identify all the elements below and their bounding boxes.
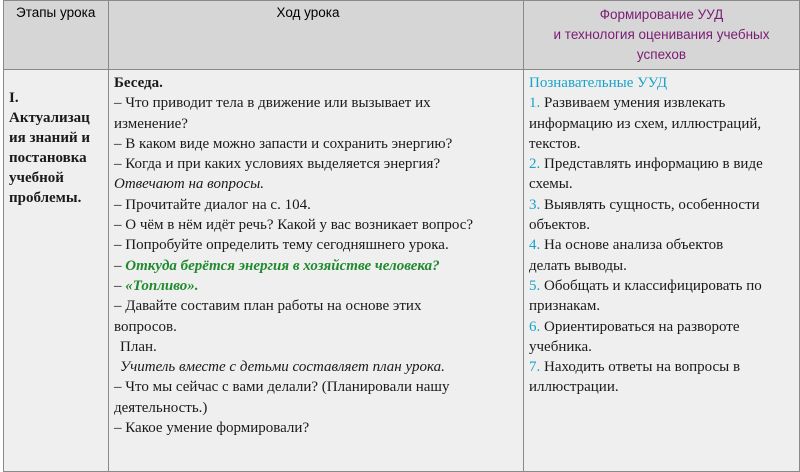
uud-item-number: 2. [529, 156, 541, 173]
stage-line: Актуализац [9, 110, 90, 126]
uud-item-number: 6. [529, 318, 541, 335]
uud-item-text: На основе анализа объектов [540, 237, 724, 254]
header-row [4, 1, 800, 70]
stage-cell [4, 70, 109, 472]
uud-item-text: Выявлять сущность, особенности [540, 196, 760, 213]
lesson-line: деятельность.) [114, 399, 208, 416]
lesson-line: План. [120, 338, 157, 355]
uud-item-number: 7. [529, 359, 541, 376]
uud-item-number: 5. [529, 277, 541, 294]
stage-line: постановка [9, 150, 87, 166]
table-row [4, 70, 800, 472]
lesson-line: – Когда и при каких условиях выделяется энергия? [114, 156, 441, 173]
lesson-line: – Прочитайте диалог на с. 104. [114, 196, 311, 213]
uud-item-number: 4. [529, 237, 541, 254]
lesson-table [3, 0, 800, 472]
header-uud-line3: успехов [636, 47, 687, 62]
lesson-line: изменение? [114, 115, 188, 132]
lesson-line-highlight [114, 276, 519, 296]
dash: – [114, 257, 126, 274]
uud-title: Познавательные УУД [529, 75, 668, 91]
uud-item-cont: текстов. [529, 135, 581, 152]
uud-item-number: 1. [529, 95, 541, 112]
lesson-title: Беседа. [114, 75, 163, 91]
lesson-line: – Попробуйте определить тему сегодняшнего урока. [114, 237, 449, 254]
uud-item [529, 154, 795, 174]
dash: – [114, 277, 126, 294]
uud-item [529, 195, 795, 215]
lesson-line: – В каком виде можно запасти и сохранить энергию? [114, 135, 453, 152]
lesson-line: – О чём в нём идёт речь? Какой у вас возникает вопрос? [114, 217, 474, 234]
uud-item [529, 317, 795, 337]
lesson-question-highlight: Откуда берётся энергия в хозяйстве человека? [125, 257, 440, 274]
lesson-line: – Какое умение формировали? [114, 420, 310, 437]
uud-item-text: Развиваем умения извлекать [540, 95, 726, 112]
lesson-cell [109, 70, 524, 472]
header-lesson-course: Ход урока [109, 1, 524, 70]
lesson-line: – Что мы сейчас с вами делали? (Планировали нашу [114, 379, 450, 396]
uud-item-cont: объектов. [529, 217, 590, 234]
uud-item [529, 235, 795, 255]
uud-item-cont: учебника. [529, 338, 592, 355]
lesson-answer-highlight: «Топливо». [125, 277, 199, 294]
lesson-line-highlight [114, 256, 519, 276]
uud-item-text: Ориентироваться на развороте [540, 318, 740, 335]
uud-item [529, 93, 795, 113]
header-uud-line1: Формирование УУД [599, 7, 724, 22]
stage-line: проблемы. [9, 190, 82, 206]
uud-item-cont: информацию из схем, иллюстраций, [529, 115, 762, 132]
lesson-line: – Что приводит тела в движение или вызывает их [114, 95, 431, 112]
uud-item [529, 276, 795, 296]
lesson-line-italic: Учитель вместе с детьми составляет план урока. [120, 359, 445, 376]
stage-line: учебной [9, 170, 64, 186]
uud-item-cont: схемы. [529, 176, 573, 193]
header-stages: Этапы урока [4, 1, 109, 70]
lesson-line-italic: Отвечают на вопросы. [114, 176, 265, 193]
uud-item-cont: делать выводы. [529, 257, 627, 274]
uud-item-cont: признакам. [529, 298, 601, 315]
header-uud-line2: и технология оценивания учебных [553, 27, 770, 42]
uud-item-text: Находить ответы на вопросы в [540, 359, 741, 376]
uud-item-text: Обобщать и классифицировать по [540, 277, 762, 294]
lesson-line: – Давайте составим план работы на основе этих [114, 298, 422, 315]
header-uud [524, 1, 800, 70]
uud-item-number: 3. [529, 196, 541, 213]
lesson-line: вопросов. [114, 318, 177, 335]
uud-item [529, 357, 795, 377]
stage-line: ия знаний и [9, 130, 90, 146]
uud-item-text: Представлять информацию в виде [540, 156, 763, 173]
uud-item-cont: иллюстрации. [529, 379, 619, 396]
uud-cell [524, 70, 800, 472]
stage-line: I. [9, 90, 19, 106]
